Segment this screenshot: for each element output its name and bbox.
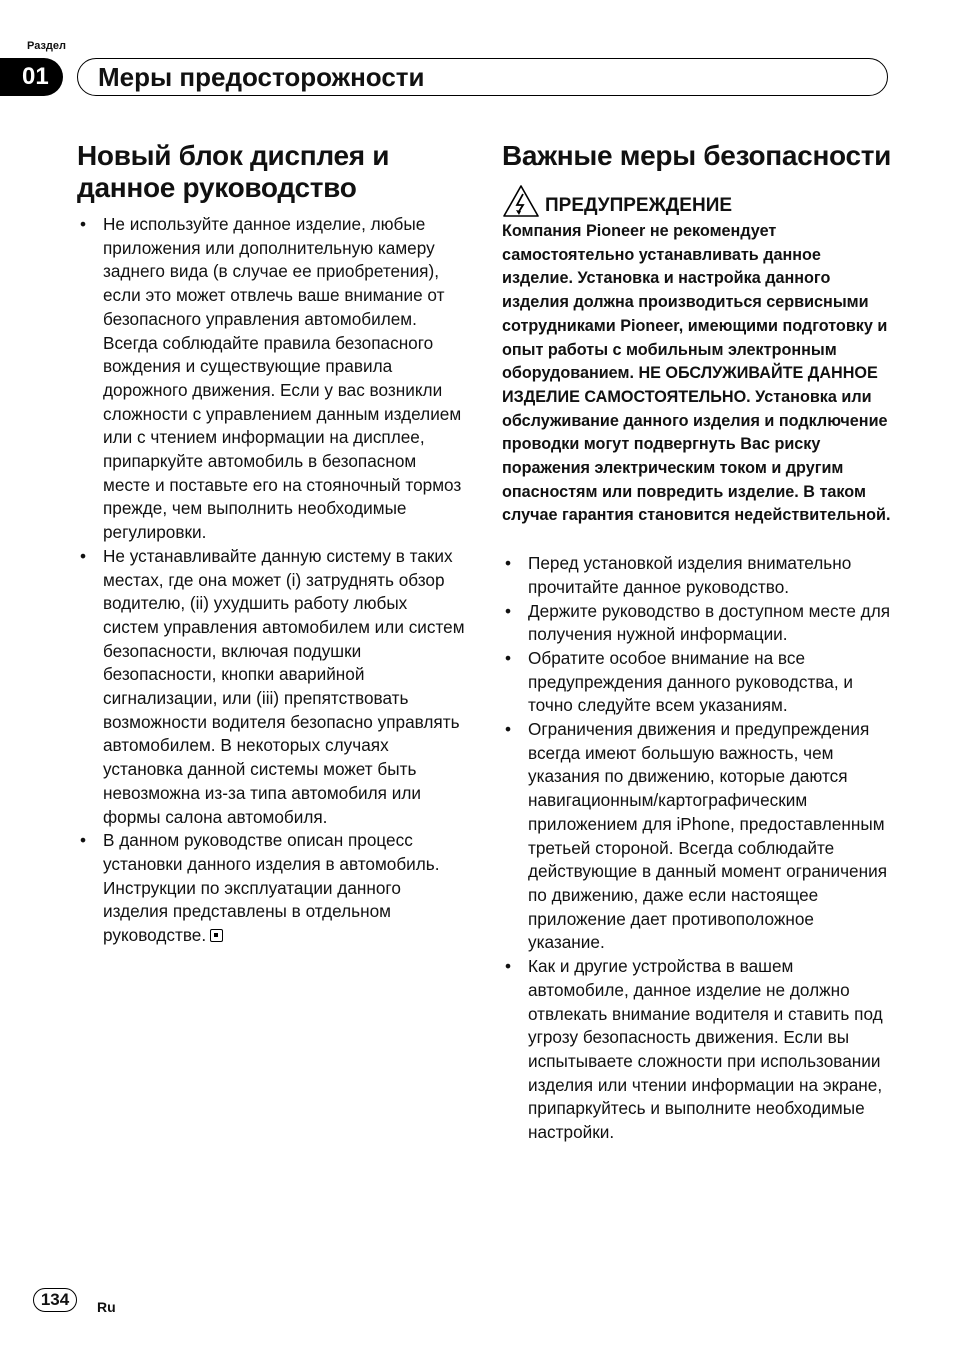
list-item: • Не устанавливайте данную систему в таких местах, где она может (i) затруднять обзор водителю, (ii) ухудшить работу любых систем управления автомобилем или систем безопасности, включая подушки безопасности, кнопки аварийной сигнализации, или (iii) препятствовать возможности водителя безопасно управлять автомобилем. В некоторых случаях установка данной системы может быть невозможна из-за типа автомобиля или формы салона автомобиля.	[80, 545, 465, 827]
list-item: • Обратите особое внимание на все предупреждения данного руководства, и точно следуйте всем указаниям.	[505, 647, 854, 716]
list-item-text: Как и другие устройства в вашем автомобиле, данное изделие не должно отвлекать внимание водителя и ставить под угрозу безопасность движения. Если вы испытываете сложности при использовании изделия или чтении информации на экране, припаркуйтесь и выполните необходимые настройки.	[528, 956, 883, 1143]
list-item-text: Не используйте данное изделие, любые приложения или дополнительную камеру заднего вида (в случае ее приобретения), если это может отвлечь ваше внимание от безопасного управления автомобилем. Всегда соблюдайте правила безопасного вождения и существующие правила дорожного движения. Если у вас возникли сложности с управлением данным изделием или с чтением информации на дисплее, припаркуйте автомобиль в безопасном месте и поставьте его на стояночный тормоз прежде, чем выполнить необходимые регулировки.	[103, 214, 462, 543]
list-item: • Как и другие устройства в вашем автомобиле, данное изделие не должно отвлекать внимание водителя и ставить под угрозу безопасность движения. Если вы испытываете сложности при использовании изделия или чтении информации на экране, припаркуйтесь и выполните необходимые настройки.	[505, 956, 883, 1143]
list-item: • Держите руководство в доступном месте для получения нужной информации.	[505, 600, 891, 645]
list-item: • Не используйте данное изделие, любые приложения или дополнительную камеру заднего вида (в случае ее приобретения), если это может отвлечь ваше внимание от безопасного управления автомобилем. Всегда соблюдайте правила безопасного вождения и существующие правила дорожного движения. Если у вас возникли сложности с управлением данным изделием или с чтением информации на дисплее, припаркуйте автомобиль в безопасном месте и поставьте его на стояночный тормоз прежде, чем выполнить необходимые регулировки.	[80, 214, 462, 543]
right-column	[502, 140, 892, 1145]
section-label: Раздел	[27, 40, 66, 52]
left-heading: Новый блок дисплея и данное руководство	[77, 140, 390, 203]
right-heading: Важные меры безопасности	[502, 140, 892, 171]
right-bullet-list	[502, 552, 892, 1145]
list-item-text: Ограничения движения и предупреждения всегда имеют большую важность, чем указания по движению, которые даются навигационным/картографическим приложением для iPhone, предоставленным третьей стороной. Всегда соблюдайте действующие в данный момент ограничения по движению, даже если настоящее приложение дает противоположное указание.	[528, 719, 888, 953]
list-item-text: Перед установкой изделия внимательно прочитайте данное руководство.	[528, 553, 852, 597]
warning-text: Компания Pioneer не рекомендует самостоятельно устанавливать данное изделие. Установка и настройка данного изделия должна производиться сервисными сотрудниками Pioneer, имеющими подготовку и опыт работы с мобильным электронным оборудованием. НЕ ОБСЛУЖИВАЙТЕ ДАННОЕ ИЗДЕЛИЕ САМОСТОЯТЕЛЬНО. Установка или обслуживание данного изделия и подключение проводки могут подвергнуть Вас риску поражения электрическим током и другим опасностям или повредить изделие. В таком случае гарантия становится недействительной.	[502, 222, 891, 525]
section-number-tab: 01	[0, 58, 63, 96]
language-code: Ru	[97, 1299, 116, 1315]
list-item-text: Не устанавливайте данную систему в таких местах, где она может (i) затруднять обзор водителю, (ii) ухудшить работу любых систем управления автомобилем или систем безопасности, включая подушки безопасности, кнопки аварийной сигнализации, или (iii) препятствовать возможности водителя безопасно управлять автомобилем. В некоторых случаях установка данной системы может быть невозможна из-за типа автомобиля или формы салона автомобиля.	[103, 545, 465, 827]
page-title: Меры предосторожности	[98, 62, 425, 92]
list-item: • Ограничения движения и предупреждения всегда имеют большую важность, чем указания по движению, которые даются навигационным/картографическим приложением для iPhone, предоставленным третьей стороной. Всегда соблюдайте действующие в данный момент ограничения по движению, даже если настоящее приложение дает противоположное указание.	[505, 719, 888, 953]
warning-header	[502, 184, 892, 218]
left-bullet-list	[77, 213, 467, 948]
end-of-section-icon	[210, 929, 223, 942]
list-item: • Перед установкой изделия внимательно прочитайте данное руководство.	[505, 553, 852, 597]
list-item-text: Обратите особое внимание на все предупреждения данного руководства, и точно следуйте всем указаниям.	[528, 647, 854, 716]
page-number: 134	[33, 1288, 77, 1312]
list-item-text: Держите руководство в доступном месте для получения нужной информации.	[528, 600, 891, 645]
list-item-text: В данном руководстве описан процесс установки данного изделия в автомобиль. Инструкции по эксплуатации данного изделия представлены в отдельном руководстве.	[103, 830, 440, 946]
list-item: • В данном руководстве описан процесс установки данного изделия в автомобиль. Инструкции по эксплуатации данного изделия представлены в отдельном руководстве.	[80, 830, 440, 946]
warning-triangle-icon	[502, 184, 540, 218]
warning-label: ПРЕДУПРЕЖДЕНИЕ	[545, 195, 733, 216]
left-column	[77, 140, 467, 948]
